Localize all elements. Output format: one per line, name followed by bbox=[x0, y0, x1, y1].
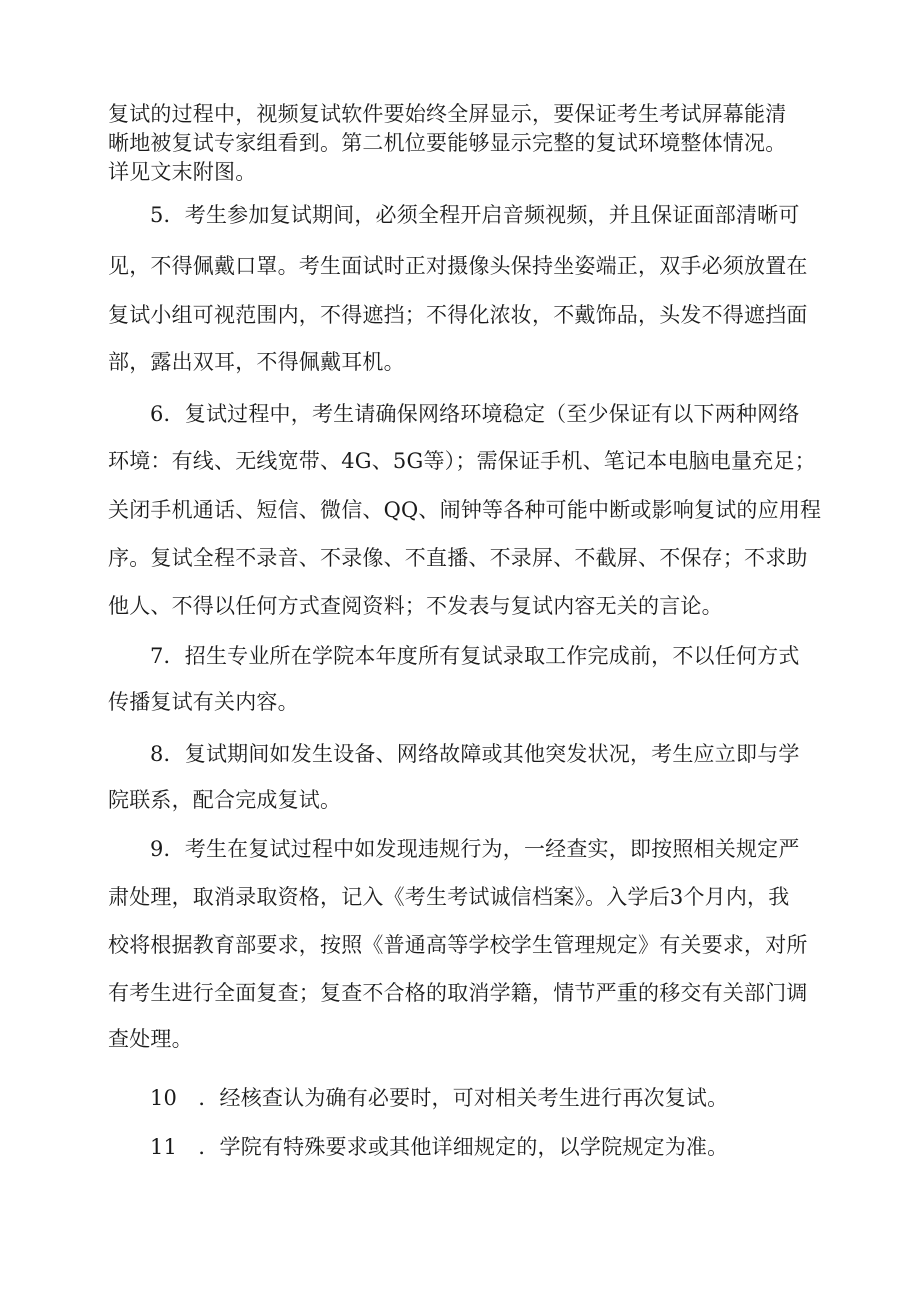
paragraph-intro-line-1: 复试的过程中，视频复试软件要始终全屏显示，要保证考生考试屏幕能清 bbox=[108, 102, 787, 126]
paragraph-10-line-1: 10 ．经核查认为确有必要时，可对相关考生进行再次复试。 bbox=[150, 1086, 729, 1110]
paragraph-6-line-5: 他人、不得以任何方式查阅资料；不发表与复试内容无关的言论。 bbox=[108, 594, 723, 618]
paragraph-5-line-4: 部，露出双耳，不得佩戴耳机。 bbox=[108, 350, 405, 374]
paragraph-5-line-3: 复试小组可视范围内，不得遮挡；不得化浓妆，不戴饰品，头发不得遮挡面 bbox=[108, 303, 808, 327]
paragraph-intro-line-3: 详见文末附图。 bbox=[108, 160, 257, 184]
paragraph-9-line-4: 有考生进行全面复查；复查不合格的取消学籍，情节严重的移交有关部门调 bbox=[108, 981, 808, 1005]
paragraph-6-line-1: 6．复试过程中，考生请确保网络环境稳定（至少保证有以下两种网络 bbox=[150, 402, 800, 426]
paragraph-5-line-1: 5．考生参加复试期间，必须全程开启音频视频，并且保证面部清晰可 bbox=[150, 203, 800, 227]
paragraph-8-line-2: 院联系，配合完成复试。 bbox=[108, 788, 342, 812]
paragraph-9-line-3: 校将根据教育部要求，按照《普通高等学校学生管理规定》有关要求，对所 bbox=[108, 933, 808, 957]
paragraph-6-line-2: 环境：有线、无线宽带、4G、5G等）；需保证手机、笔记本电脑电量充足； bbox=[108, 449, 816, 473]
paragraph-6-line-4: 序。复试全程不录音、不录像、不直播、不录屏、不截屏、不保存；不求助 bbox=[108, 546, 808, 570]
paragraph-7-line-2: 传播复试有关内容。 bbox=[108, 690, 299, 714]
paragraph-intro-line-2: 晰地被复试专家组看到。第二机位要能够显示完整的复试环境整体情况。 bbox=[108, 131, 787, 155]
paragraph-6-line-3: 关闭手机通话、短信、微信、QQ、闹钟等各种可能中断或影响复试的应用程 bbox=[108, 498, 822, 522]
paragraph-5-line-2: 见，不得佩戴口罩。考生面试时正对摄像头保持坐姿端正，双手必须放置在 bbox=[108, 254, 808, 278]
paragraph-9-line-5: 查处理。 bbox=[108, 1027, 193, 1051]
paragraph-8-line-1: 8．复试期间如发生设备、网络故障或其他突发状况，考生应立即与学 bbox=[150, 742, 800, 766]
paragraph-9-line-2: 肃处理，取消录取资格，记入《考生考试诚信档案》。入学后3个月内，我 bbox=[108, 885, 790, 909]
paragraph-11-line-1: 11 ．学院有特殊要求或其他详细规定的，以学院规定为准。 bbox=[150, 1135, 729, 1159]
paragraph-7-line-1: 7．招生专业所在学院本年度所有复试录取工作完成前，不以任何方式 bbox=[150, 644, 800, 668]
paragraph-9-line-1: 9．考生在复试过程中如发现违规行为，一经查实，即按照相关规定严 bbox=[150, 837, 800, 861]
